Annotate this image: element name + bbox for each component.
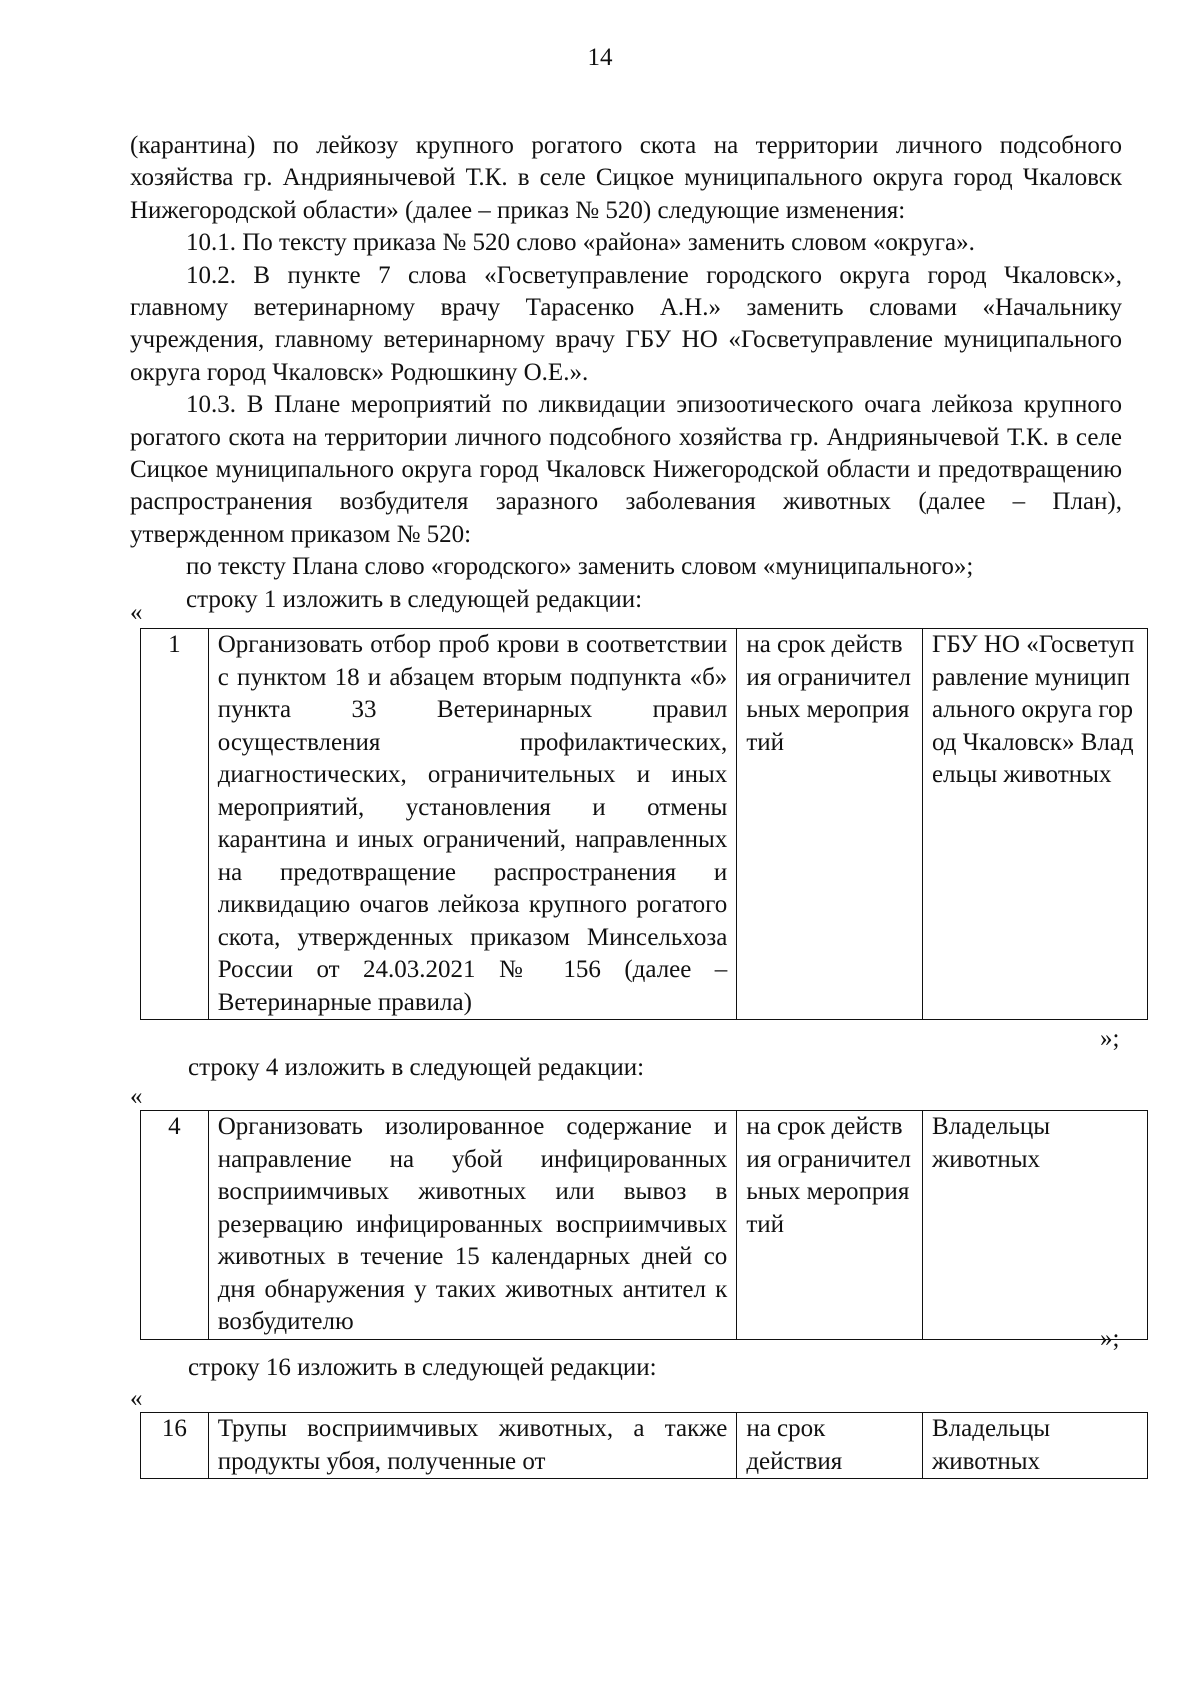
open-quote-row1: «	[130, 599, 143, 626]
row-action: Организовать отбор проб крови в соответствии с пунктом 18 и абзацем вторым подпункта «б» пункта 33 Ветеринарных правил осуществления профилактических, диагностических, ограничительных и иных мероприятий, установления и отмены карантина и иных ограничений, направленных на предотвращение распространения и ликвидацию очагов лейкоза крупного рогатого скота, утвержденных приказом Минсельхоза России от 24.03.2021 № 156 (далее – Ветеринарные правила)	[208, 629, 737, 1020]
plan-table-row4	[140, 1110, 1148, 1340]
open-quote-row16: «	[130, 1385, 143, 1412]
row16-intro: строку 16 изложить в следующей редакции:	[188, 1354, 657, 1381]
row-responsible: Владельцы животных	[922, 1413, 1147, 1479]
close-quote-row4: »;	[1100, 1325, 1120, 1352]
row-responsible: Владельцы животных	[922, 1111, 1147, 1340]
row-term: на срок действия ограничительных мероприятий	[737, 1111, 923, 1340]
body-text	[130, 130, 1122, 616]
paragraph-intro: (карантина) по лейкозу крупного рогатого скота на территории личного подсобного хозяйства гр. Андриянычевой Т.К. в селе Сицкое муниципального округа город Чкаловск Нижегородской области» (далее – приказ № 520) следующие изменения:	[130, 132, 1122, 224]
table-row	[141, 629, 1148, 1020]
plan-table-row1	[140, 628, 1148, 1020]
plan-table-row16	[140, 1412, 1148, 1479]
page-number: 14	[587, 44, 613, 71]
paragraph-10-3: 10.3. В Плане мероприятий по ликвидации эпизоотического очага лейкоза крупного рогатого скота на территории личного подсобного хозяйства гр. Андриянычевой Т.К. в селе Сицкое муниципального округа город Чкаловск Нижегородской области и предотвращению распространения возбудителя заразного заболевания животных (далее – План), утвержденном приказом № 520:	[130, 391, 1122, 548]
paragraph-plan-text: по тексту Плана слово «городского» заменить словом «муниципального»;	[186, 553, 974, 581]
open-quote-row4: «	[130, 1083, 143, 1110]
row-number: 1	[141, 629, 209, 1020]
row4-intro: строку 4 изложить в следующей редакции:	[188, 1054, 645, 1081]
row-term: на срок действия ограничительных мероприятий	[737, 629, 923, 1020]
close-quote-row1: »;	[1100, 1025, 1120, 1052]
paragraph-10-2: 10.2. В пункте 7 слова «Госветуправление городского округа город Чкаловск», главному ветеринарному врачу Тарасенко А.Н.» заменить словами «Начальнику учреждения, главному ветеринарному врачу ГБУ НО «Госветуправление муниципального округа город Чкаловск» Родюшкину О.Е.».	[130, 261, 1122, 386]
row-number: 4	[141, 1111, 209, 1340]
table-row	[141, 1111, 1148, 1340]
row-term: на срок действия	[737, 1413, 923, 1479]
paragraph-row1-intro: строку 1 изложить в следующей редакции:	[186, 585, 643, 613]
paragraph-10-1: 10.1. По тексту приказа № 520 слово «района» заменить словом «округа».	[186, 229, 975, 257]
table-row	[141, 1413, 1148, 1479]
row-responsible: ГБУ НО «Госветуправление муниципального округа город Чкаловск» Владельцы животных	[922, 629, 1147, 1020]
row-number: 16	[141, 1413, 209, 1479]
row-action: Трупы восприимчивых животных, а также продукты убоя, полученные от	[208, 1413, 737, 1479]
row-action: Организовать изолированное содержание и направление на убой инфицированных восприимчивых животных или вывоз в резервацию инфицированных восприимчивых животных в течение 15 календарных дней со дня обнаружения у таких животных антител к возбудителю	[208, 1111, 737, 1340]
